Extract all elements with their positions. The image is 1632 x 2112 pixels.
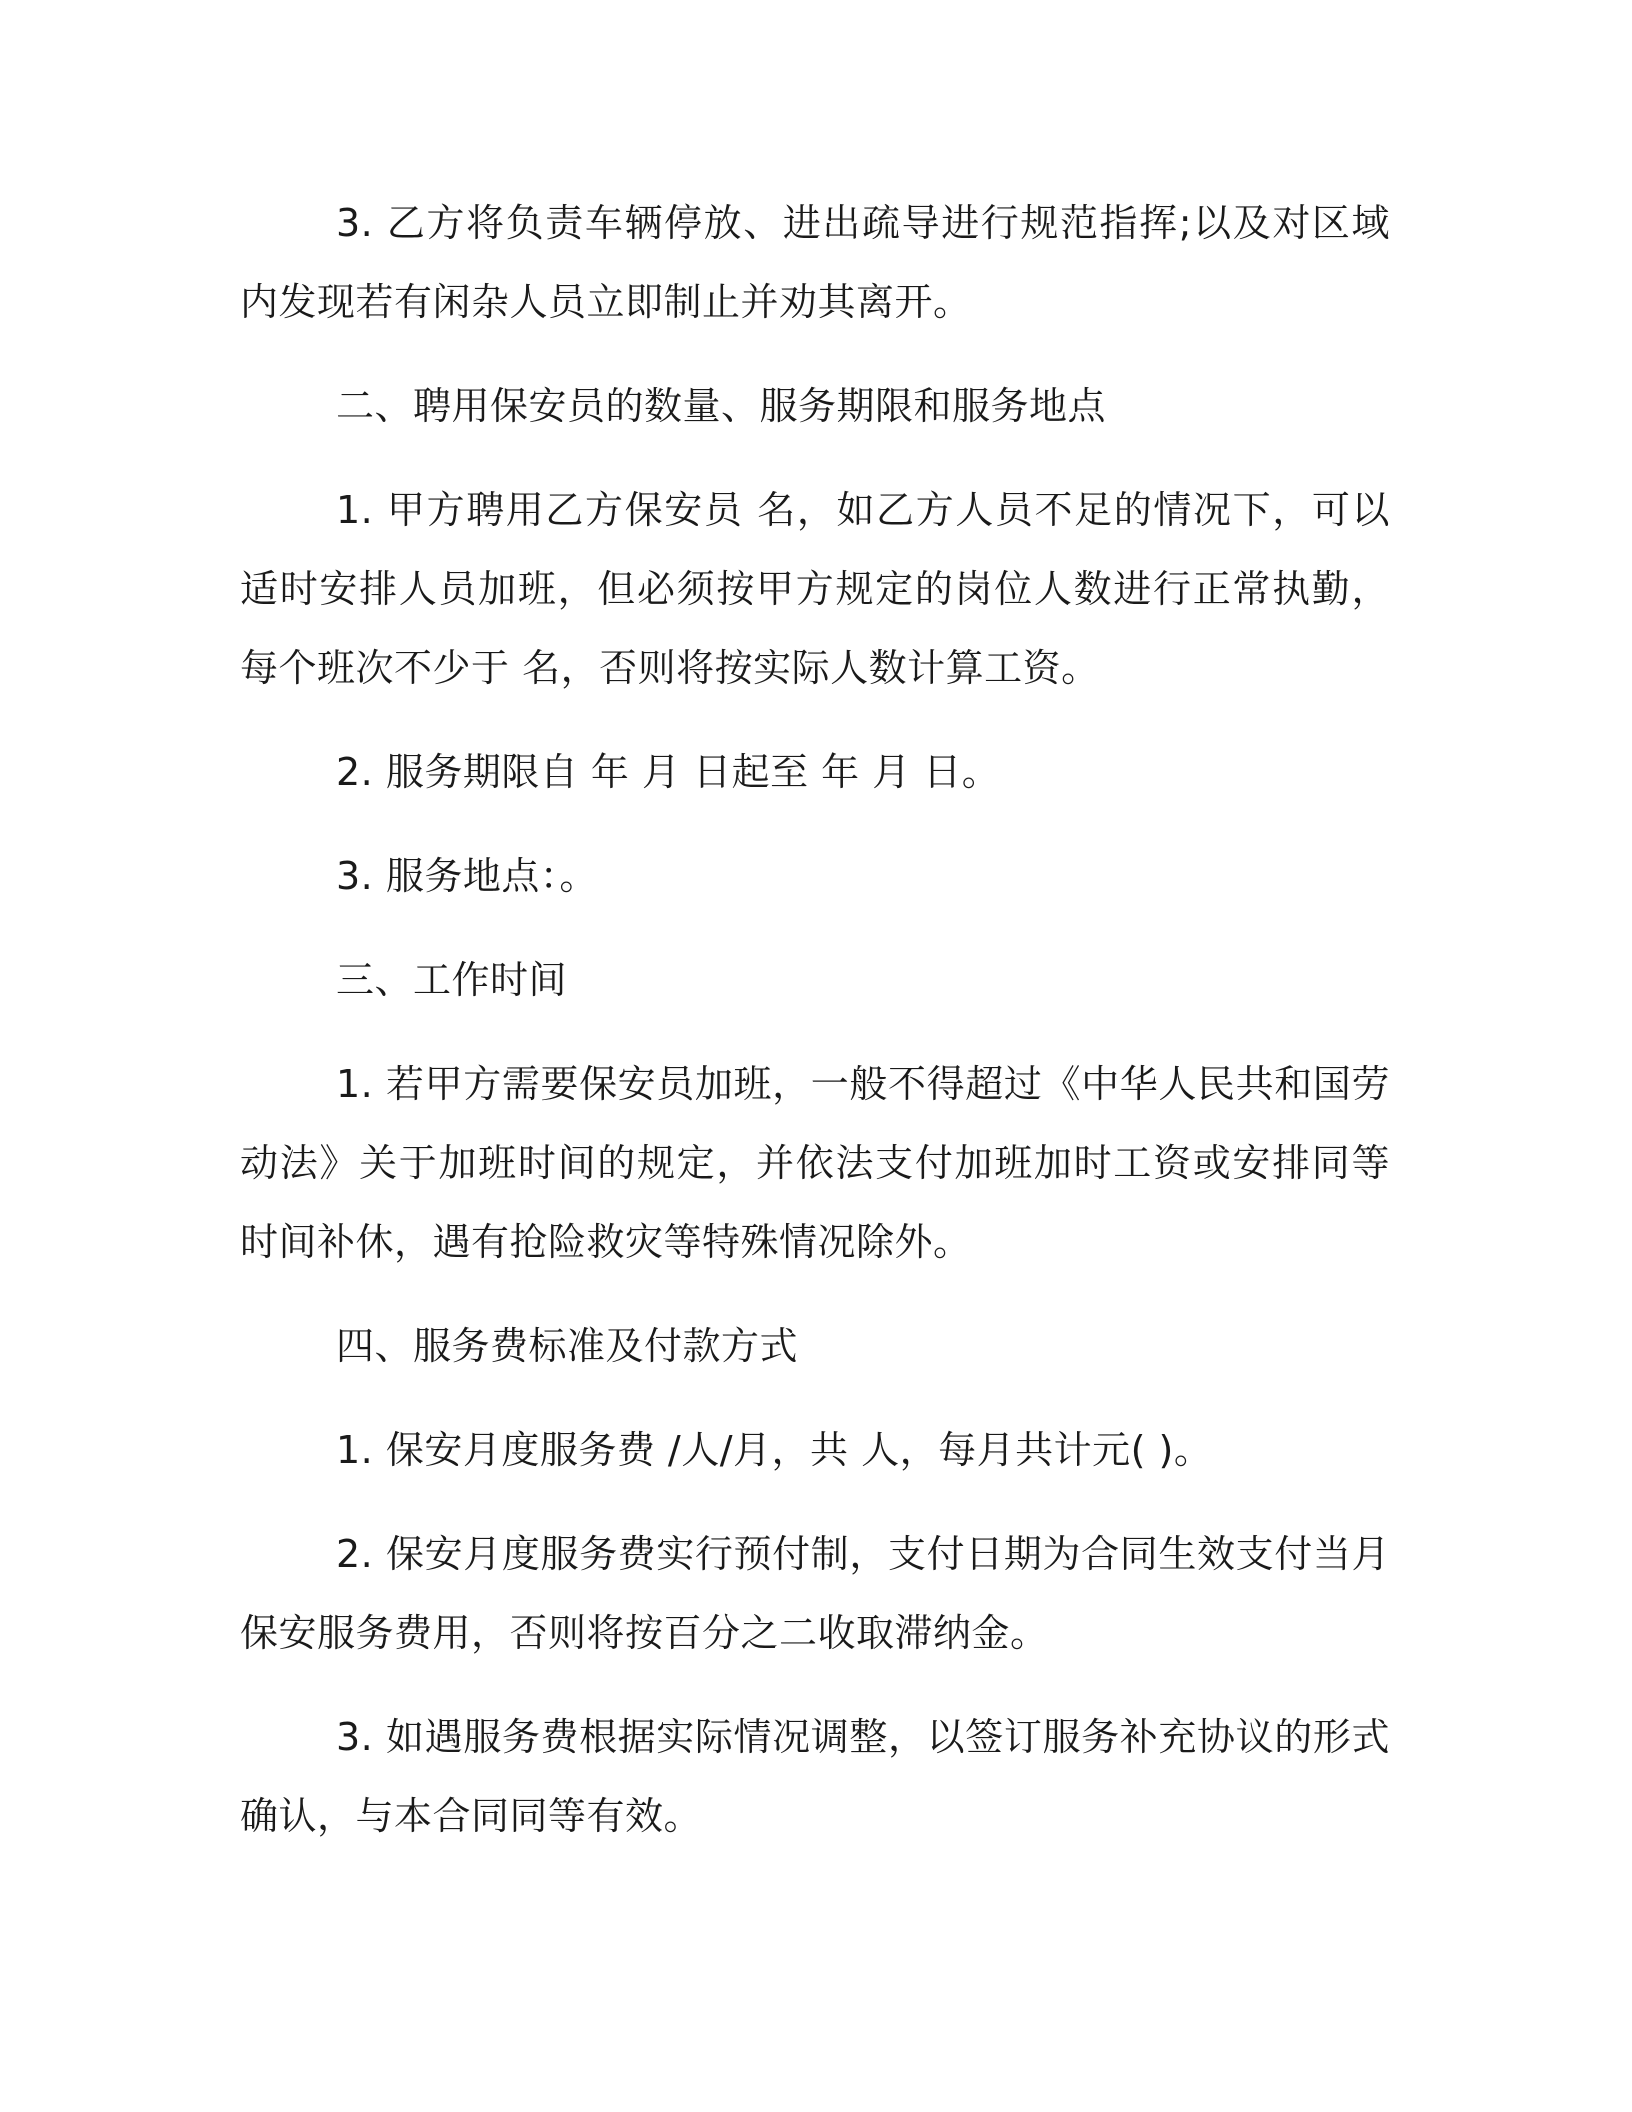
section-heading-working-hours: 三、工作时间: [336, 958, 568, 1002]
clause-service-period: 2. 服务期限自 年 月 日起至 年 月 日。: [336, 750, 1001, 794]
clause-fee-adjustment: 3. 如遇服务费根据实际情况调整，以签订服务补充协议的形式确认，与本合同同等有效。: [240, 1715, 1390, 1838]
section-heading-staffing: 二、聘用保安员的数量、服务期限和服务地点: [336, 384, 1107, 428]
document-page: [240, 184, 1390, 1881]
clause-guard-count: 1. 甲方聘用乙方保安员 名，如乙方人员不足的情况下，可以适时安排人员加班，但必须按甲方规定的岗位人数进行正常执勤，每个班次不少于 名，否则将按实际人数计算工资。: [240, 488, 1390, 690]
clause-monthly-fee: 1. 保安月度服务费 /人/月，共 人，每月共计元( )。: [336, 1428, 1213, 1472]
clause-parking-guidance: 3. 乙方将负责车辆停放、进出疏导进行规范指挥;以及对区域内发现若有闲杂人员立即制止并劝其离开。: [240, 201, 1390, 324]
clause-service-location: 3. 服务地点：。: [336, 854, 598, 898]
section-heading-fees: 四、服务费标准及付款方式: [336, 1324, 799, 1368]
clause-overtime: 1. 若甲方需要保安员加班，一般不得超过《中华人民共和国劳动法》关于加班时间的规定，并依法支付加班加时工资或安排同等时间补休，遇有抢险救灾等特殊情况除外。: [240, 1062, 1390, 1264]
clause-prepayment: 2. 保安月度服务费实行预付制，支付日期为合同生效支付当月保安服务费用，否则将按百分之二收取滞纳金。: [240, 1532, 1390, 1655]
